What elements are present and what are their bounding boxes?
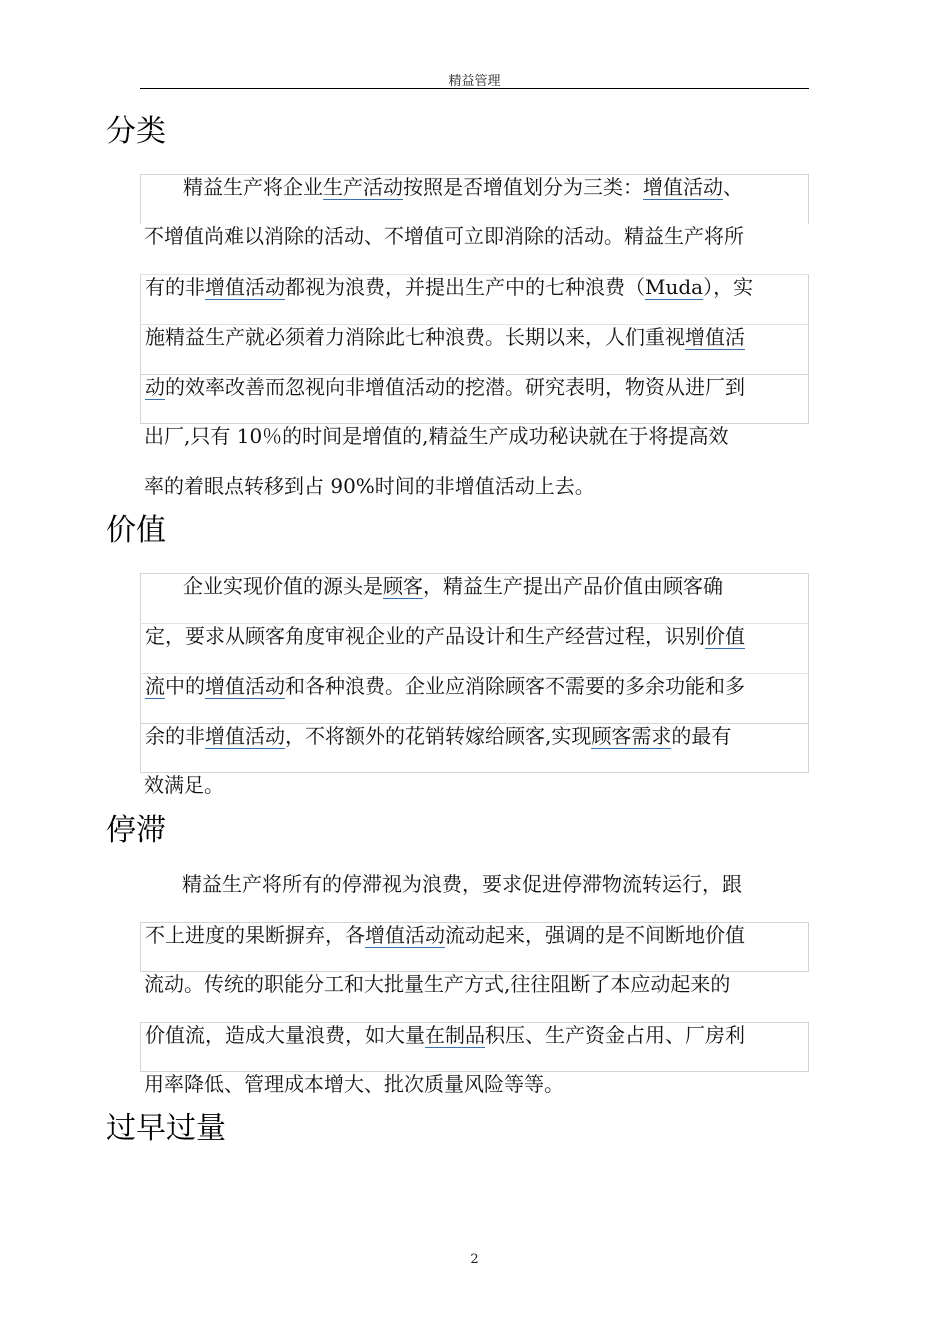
paragraph-line: 不上进度的果断摒弃，各增值活动流动起来，强调的是不间断地价值 <box>140 922 809 972</box>
hyperlink[interactable]: 增值活动 <box>643 175 723 199</box>
section-heading-value: 价值 <box>106 513 166 548</box>
hyperlink[interactable]: 顾客需求 <box>591 724 672 748</box>
hyperlink[interactable]: 动 <box>145 375 165 399</box>
paragraph-line: 企业实现价值的源头是顾客，精益生产提出产品价值由顾客确 <box>140 573 809 623</box>
paragraph-line: 动的效率改善而忽视向非增值活动的挖潜。研究表明，物资从进厂到 <box>140 374 809 424</box>
hyperlink[interactable]: 顾客 <box>383 574 423 598</box>
paragraph-line: 流中的增值活动和各种浪费。企业应消除顾客不需要的多余功能和多 <box>140 673 809 723</box>
paragraph-line: 施精益生产就必须着力消除此七种浪费。长期以来，人们重视增值活 <box>140 324 809 374</box>
paragraph-line: 流动。传统的职能分工和大批量生产方式,往往阻断了本应动起来的 <box>144 972 731 996</box>
page-header: 精益管理 <box>448 74 501 89</box>
section-heading-early-overproduction: 过早过量 <box>106 1111 226 1146</box>
paragraph-line: 效满足。 <box>144 773 224 797</box>
paragraph-line: 出厂,只有 10％的时间是增值的,精益生产成功秘诀就在于将提高效 <box>144 424 729 448</box>
hyperlink[interactable]: 增值活动 <box>205 275 285 299</box>
paragraph-stagnation <box>140 872 809 1122</box>
hyperlink[interactable]: 价值 <box>705 624 745 648</box>
paragraph-line: 有的非增值活动都视为浪费，并提出生产中的七种浪费（Muda），实 <box>140 274 809 324</box>
paragraph-line: 精益生产将所有的停滞视为浪费，要求促进停滞物流转运行，跟 <box>182 872 742 896</box>
paragraph-line: 不增值尚难以消除的活动、不增值可立即消除的活动。精益生产将所 <box>144 224 744 248</box>
paragraph-value <box>140 573 809 823</box>
paragraph-line: 价值流，造成大量浪费，如大量在制品积压、生产资金占用、厂房利 <box>140 1022 809 1072</box>
hyperlink[interactable]: 增值活 <box>685 325 745 349</box>
hyperlink[interactable]: 增值活动 <box>205 724 285 748</box>
paragraph-classification <box>140 174 809 524</box>
hyperlink[interactable]: 流 <box>145 674 165 698</box>
section-heading-stagnation: 停滞 <box>106 813 166 848</box>
hyperlink[interactable]: 在制品 <box>425 1023 485 1047</box>
paragraph-line: 用率降低、管理成本增大、批次质量风险等等。 <box>144 1072 564 1096</box>
page-number: 2 <box>470 1252 479 1267</box>
hyperlink[interactable]: 增值活动 <box>365 923 445 947</box>
paragraph-line: 余的非增值活动，不将额外的花销转嫁给顾客,实现顾客需求的最有 <box>140 723 809 773</box>
header-rule <box>140 88 809 89</box>
paragraph-line: 精益生产将企业生产活动按照是否增值划分为三类：增值活动、 <box>140 174 809 224</box>
paragraph-line: 定，要求从顾客角度审视企业的产品设计和生产经营过程，识别价值 <box>140 623 809 673</box>
paragraph-line: 率的着眼点转移到占 90%时间的非增值活动上去。 <box>144 474 595 498</box>
section-heading-classification: 分类 <box>106 114 166 149</box>
hyperlink[interactable]: 增值活动 <box>205 674 285 698</box>
hyperlink[interactable]: Muda <box>645 275 704 299</box>
hyperlink[interactable]: 生产活动 <box>323 175 403 199</box>
